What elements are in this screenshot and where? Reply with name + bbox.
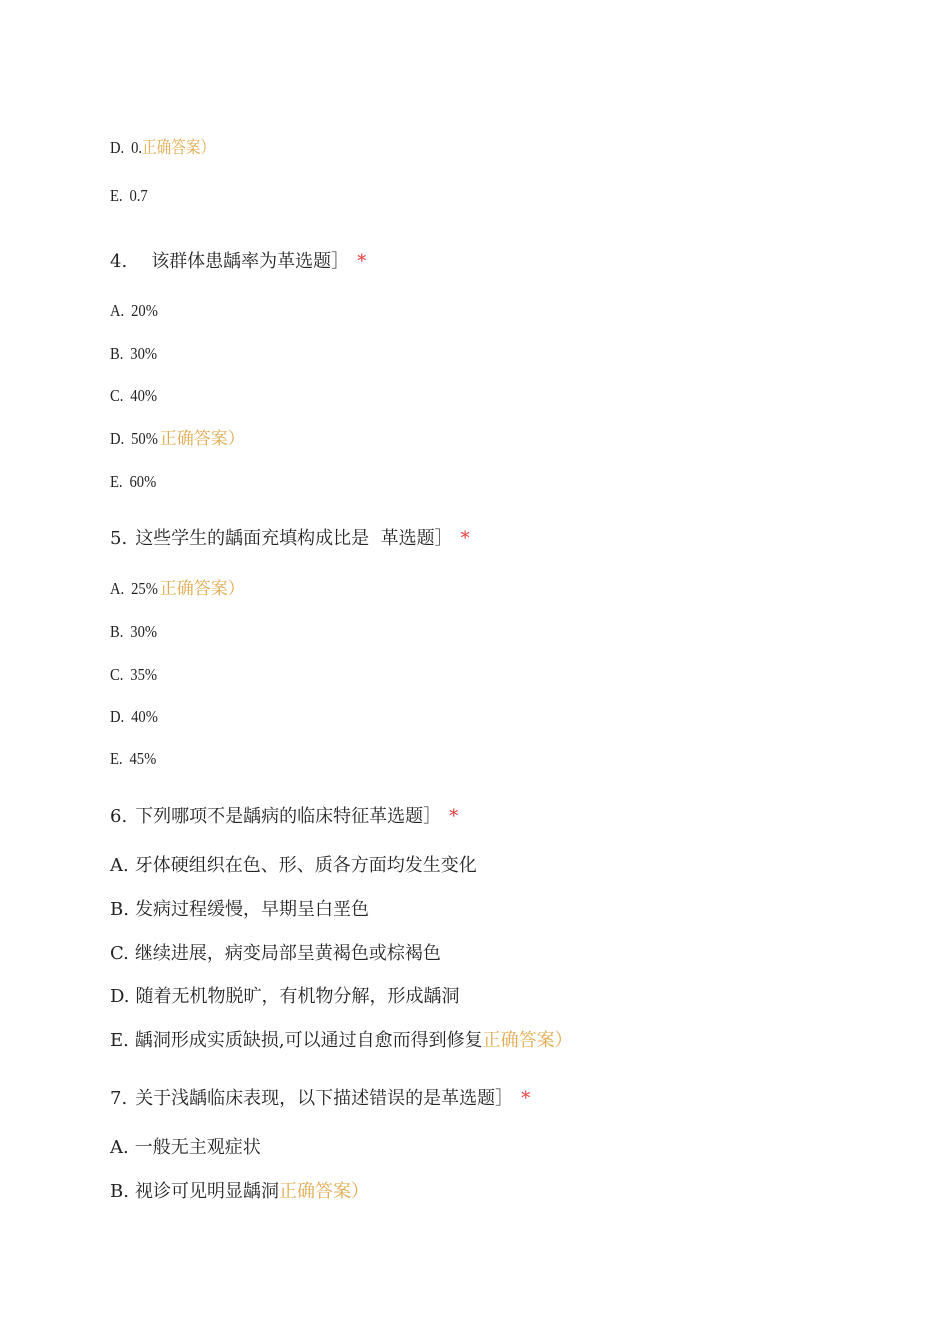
question-title bbox=[110, 806, 458, 828]
option-row[interactable] bbox=[110, 1181, 369, 1203]
option-row[interactable] bbox=[110, 428, 245, 450]
option-label: B. bbox=[110, 899, 129, 920]
option-row[interactable] bbox=[110, 385, 165, 407]
option-label: C. bbox=[110, 943, 129, 964]
question-text: 下列哪项不是龋病的临床特征革选题］ bbox=[135, 806, 442, 827]
option-text: 牙体硬组织在色、形、质各方面均发生变化 bbox=[134, 855, 477, 876]
option-label: E. bbox=[110, 186, 123, 205]
option-label: E. bbox=[110, 749, 123, 768]
option-text: 30% bbox=[130, 344, 158, 363]
correct-answer-mark: 正确答案） bbox=[278, 1181, 369, 1202]
question-text: 这些学生的龋面充填构成比是 革选题］ bbox=[135, 528, 453, 549]
option-row[interactable] bbox=[110, 986, 460, 1008]
question-number: 7. bbox=[110, 1088, 128, 1109]
option-row[interactable] bbox=[110, 748, 164, 770]
question-title bbox=[110, 528, 470, 550]
option-row[interactable] bbox=[110, 185, 154, 207]
option-label: D. bbox=[110, 429, 125, 448]
required-star: * bbox=[460, 528, 470, 549]
option-text: 25% bbox=[131, 579, 158, 598]
option-label: B. bbox=[110, 344, 124, 363]
option-label: A. bbox=[110, 579, 125, 598]
option-text: 40% bbox=[130, 386, 158, 405]
option-text: 60% bbox=[129, 472, 157, 491]
option-row[interactable] bbox=[110, 471, 164, 493]
option-label: D. bbox=[110, 986, 130, 1007]
option-row[interactable] bbox=[110, 855, 477, 877]
option-row[interactable] bbox=[110, 664, 165, 686]
option-text: 40% bbox=[131, 707, 158, 726]
required-star: * bbox=[449, 806, 459, 827]
option-row[interactable] bbox=[110, 343, 165, 365]
option-row[interactable] bbox=[110, 899, 369, 921]
option-text: 35% bbox=[130, 665, 158, 684]
option-label: E. bbox=[110, 1030, 129, 1051]
correct-answer-mark: 正确答案） bbox=[142, 138, 216, 157]
question-number: 6. bbox=[110, 806, 128, 827]
question-title bbox=[110, 1088, 530, 1110]
option-label: B. bbox=[110, 622, 124, 641]
option-label: D. bbox=[110, 138, 125, 157]
option-text: 0. bbox=[131, 138, 143, 157]
option-label: A. bbox=[110, 1137, 129, 1158]
option-label: B. bbox=[110, 1181, 129, 1202]
option-row[interactable] bbox=[110, 137, 232, 159]
option-row[interactable] bbox=[110, 943, 441, 965]
option-label: D. bbox=[110, 707, 125, 726]
option-text: 随着无机物脱旷，有机物分解，形成龋洞 bbox=[135, 986, 460, 1007]
option-label: C. bbox=[110, 665, 124, 684]
option-row[interactable] bbox=[110, 300, 166, 322]
option-row[interactable] bbox=[110, 621, 165, 643]
option-text: 龋洞形成实质缺损,可以通过自愈而得到修复 bbox=[134, 1030, 483, 1051]
option-label: A. bbox=[110, 301, 125, 320]
correct-answer-mark: 正确答案） bbox=[482, 1030, 573, 1051]
option-text: 0.7 bbox=[129, 186, 148, 205]
question-title bbox=[110, 251, 366, 273]
option-text: 发病过程缓慢，早期呈白垩色 bbox=[134, 899, 369, 920]
question-number: 4. bbox=[110, 251, 128, 272]
question-text: 该群体患龋率为革选题］ bbox=[151, 251, 350, 272]
question-text: 关于浅龋临床表现，以下描述错误的是革选题］ bbox=[135, 1088, 514, 1109]
option-row[interactable] bbox=[110, 1030, 573, 1052]
option-text: 视诊可见明显龋洞 bbox=[134, 1181, 279, 1202]
correct-answer-mark: 正确答案） bbox=[159, 579, 245, 599]
option-row[interactable] bbox=[110, 578, 245, 600]
option-text: 20% bbox=[131, 301, 158, 320]
option-text: 30% bbox=[130, 622, 158, 641]
option-label: A. bbox=[110, 855, 129, 876]
option-text: 一般无主观症状 bbox=[134, 1137, 261, 1158]
correct-answer-mark: 正确答案） bbox=[159, 429, 245, 449]
option-label: C. bbox=[110, 386, 124, 405]
option-label: E. bbox=[110, 472, 123, 491]
question-number: 5. bbox=[110, 528, 128, 549]
required-star: * bbox=[357, 251, 367, 272]
option-text: 50% bbox=[131, 429, 158, 448]
option-row[interactable] bbox=[110, 1137, 261, 1159]
option-row[interactable] bbox=[110, 706, 166, 728]
option-text: 继续进展，病变局部呈黄褐色或棕褐色 bbox=[134, 943, 441, 964]
required-star: * bbox=[521, 1088, 531, 1109]
option-text: 45% bbox=[129, 749, 157, 768]
